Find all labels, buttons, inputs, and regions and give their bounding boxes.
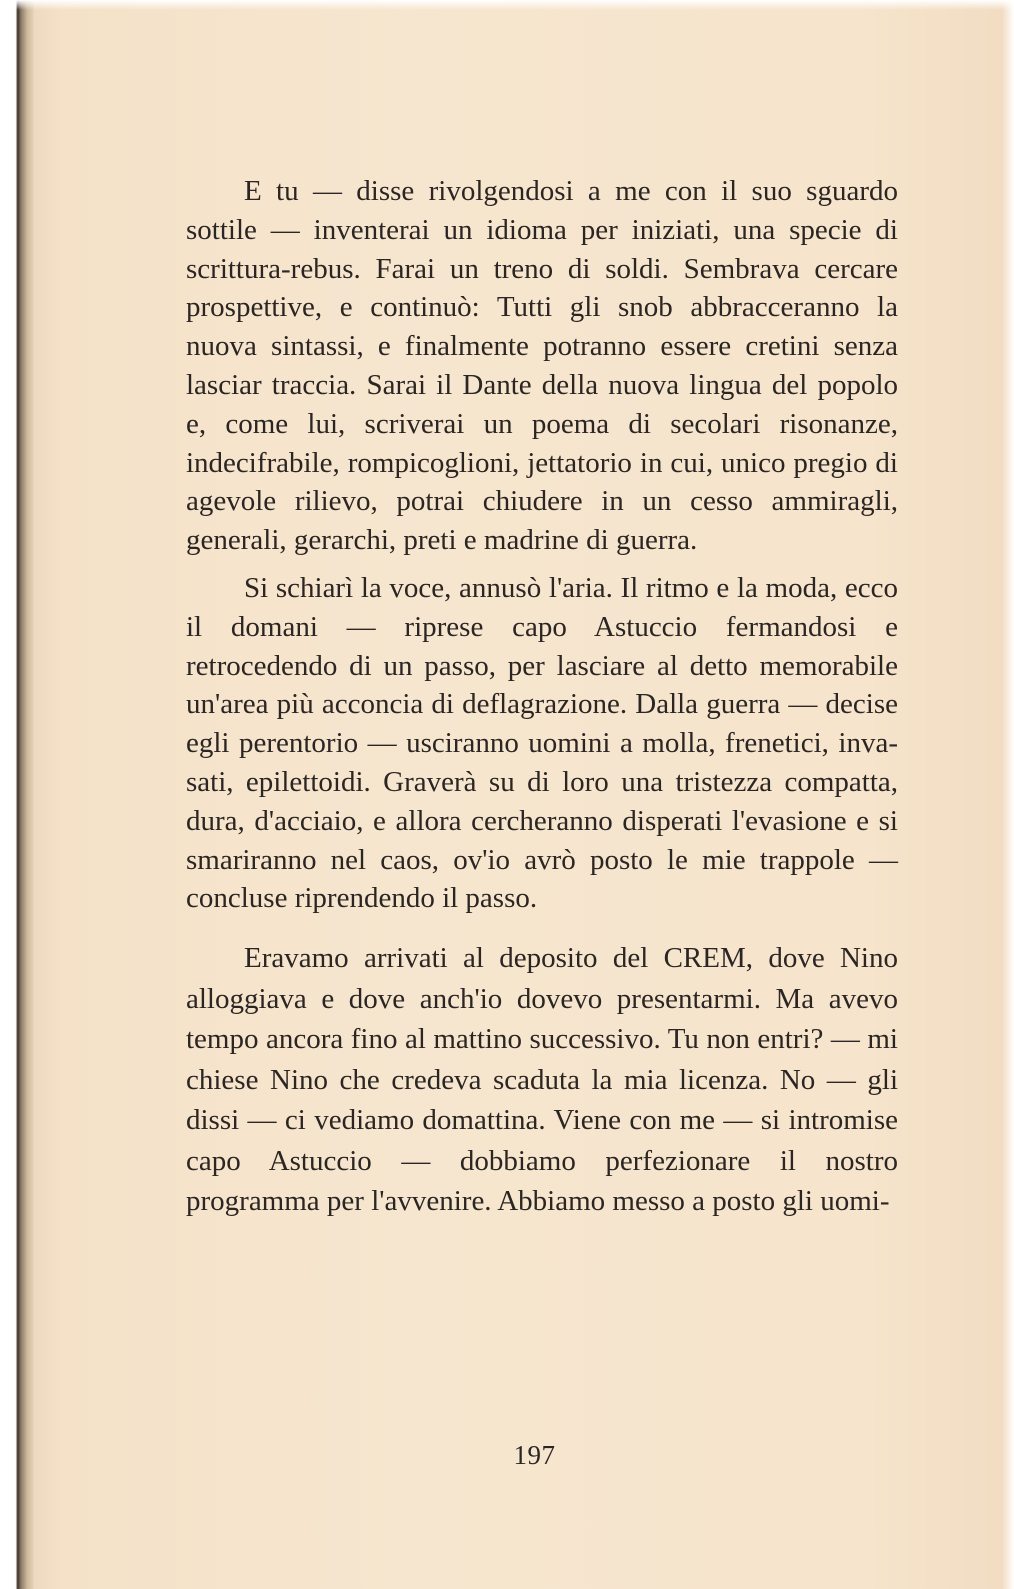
paragraph: Si schiarì la voce, annusò l'aria. Il ritmo e la moda, ecco il domani — riprese capo Astuccio fermandosi e retrocedendo di un passo, per lasciare al detto memorabile un'area più acconcia di deflagrazione. Dalla guerra — decise egli perentorio — usciranno uomini a molla, frenetici, invasati, epilettoidi. Graverà su di loro una tristezza compatta, dura, d'acciaio, e allora cercheranno disperati l'evasione e si smariranno nel caos, ov'io avrò posto le mie trappole — concluse riprendendo il passo. — [186, 571, 898, 915]
paragraph: Eravamo arrivati al deposito del CREM, dove Nino alloggiava e dove anch'io dovevo presentarmi. Ma avevo tempo ancora fino al mattino successivo. Tu non entri? — mi chiese Nino che credeva scaduta la mia licenza. No — gli dissi — ci vediamo domattina. Viene con me — si intromise capo Astuccio — dobbiamo perfezionare il nostro programma per l'avvenire. Abbiamo messo a posto gli uomi- — [186, 942, 898, 1218]
page-number: 197 — [513, 1440, 556, 1470]
body-text — [186, 172, 898, 1222]
page-binding-edge — [0, 0, 34, 1589]
paragraph: E tu — disse rivolgendosi a me con il suo sguardo sottile — inventerai un idioma per iniziati, una specie di scrittura-rebus. Farai un treno di soldi. Sembrava cercare prospettive, e continuò: Tutti gli snob abbracceranno la nuova sintassi, e finalmente potranno essere cretini senza lasciar traccia. Sarai il Dante della nuova lingua del popolo e, come lui, scriverai un poema di secolari risonanze, indecifrabile, rompicoglioni, jettatorio in cui, unico pregio di agevole rilievo, potrai chiudere in un cesso ammiragli, generali, gerarchi, preti e madrine di guerra. — [186, 175, 898, 557]
page-right-edge — [1002, 0, 1014, 1589]
page-top-edge — [0, 0, 1014, 10]
